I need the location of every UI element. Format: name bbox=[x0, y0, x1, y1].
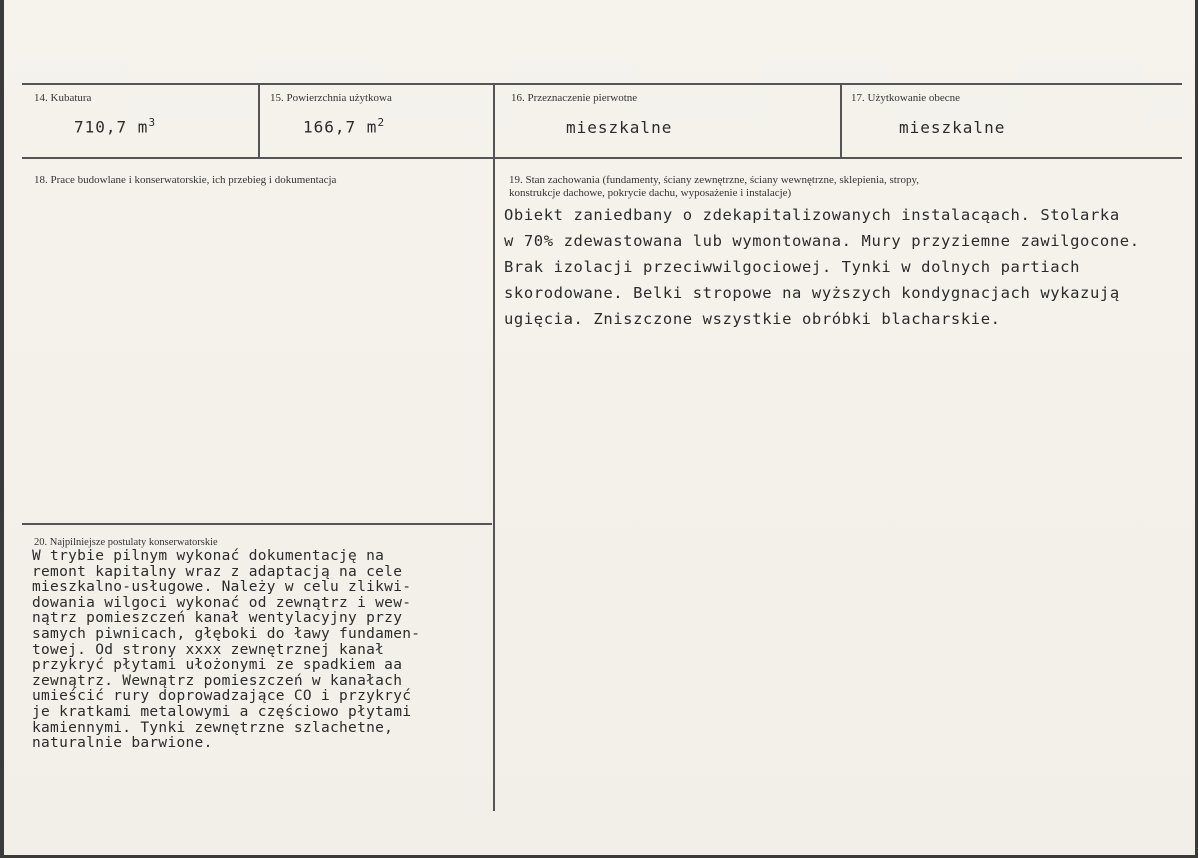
section20-line: samych piwnicach, głęboki do ławy fundamen- bbox=[32, 625, 421, 642]
kubatura-number: 710,7 m bbox=[74, 117, 149, 137]
field-powierzchnia-value bbox=[303, 116, 385, 136]
section18-label: 18. Prace budowlane i konserwatorskie, ich przebieg i dokumentacja bbox=[34, 174, 337, 186]
section20-line: kamiennymi. Tynki zewnętrzne szlachetne, bbox=[32, 719, 394, 736]
section19-line: w 70% zdewastowana lub wymontowana. Mury przyziemne zawilgocone. bbox=[504, 232, 1140, 250]
field-uzytkowanie-label: 17. Użytkowanie obecne bbox=[851, 92, 961, 104]
section20-text bbox=[32, 549, 420, 752]
section20-line: zewnątrz. Wewnątrz pomieszczeń w kanałach bbox=[32, 672, 403, 689]
section20-line: umieścić rury doprowadzające CO i przykryć bbox=[32, 688, 412, 705]
field-powierzchnia-label: 15. Powierzchnia użytkowa bbox=[270, 92, 392, 104]
field-przeznaczenie-value: mieszkalne bbox=[566, 118, 673, 137]
powierzchnia-exponent: 2 bbox=[377, 116, 386, 129]
section20-line: je kratkami metalowymi a częściowo płytami bbox=[32, 703, 412, 720]
section19-label-line1: 19. Stan zachowania (fundamenty, ściany zewnętrzne, ściany wewnętrzne, sklepienia, stropy, bbox=[509, 174, 920, 186]
top-rule bbox=[22, 83, 1182, 85]
section19-text bbox=[504, 202, 1140, 332]
section19-line: Brak izolacji przeciwwilgociowej. Tynki w dolnych partiach bbox=[504, 258, 1081, 276]
section19-line: skorodowane. Belki stropowe na wyższych kondygnacjach wykazują bbox=[504, 284, 1120, 302]
field-uzytkowanie-value: mieszkalne bbox=[899, 118, 1006, 137]
section20-line: mieszkalno-usługowe. Należy w celu zlikwi- bbox=[32, 579, 412, 596]
section20-line: dowania wilgoci wykonać od zewnątrz i wew- bbox=[32, 594, 412, 611]
field-kubatura-value bbox=[74, 116, 156, 136]
kubatura-exponent: 3 bbox=[148, 116, 157, 129]
section20-line: remont kapitalny wraz z adaptacją na cele bbox=[32, 563, 403, 580]
section20-line: towej. Od strony xxxx zewnętrznej kanał bbox=[32, 641, 385, 658]
section19-line: ugięcia. Zniszczone wszystkie obróbki blacharskie. bbox=[504, 310, 1001, 328]
section20-line: nątrz pomieszczeń kanał wentylacyjny przy bbox=[32, 610, 403, 627]
card-edge-left bbox=[0, 0, 4, 858]
powierzchnia-number: 166,7 m bbox=[303, 117, 378, 137]
divider-main bbox=[493, 83, 495, 811]
divider-14-15 bbox=[258, 83, 260, 158]
field-kubatura-label: 14. Kubatura bbox=[34, 92, 92, 104]
section20-line: W trybie pilnym wykonać dokumentację na bbox=[32, 548, 385, 564]
section20-top-rule bbox=[22, 523, 492, 525]
section20-line: przykryć płytami ułożonymi ze spadkiem aa bbox=[32, 657, 403, 674]
section19-label-line2: konstrukcje dachowe, pokrycie dachu, wyposażenie i instalacje) bbox=[509, 187, 792, 199]
field-przeznaczenie-label: 16. Przeznaczenie pierwotne bbox=[511, 92, 638, 104]
divider-16-17 bbox=[840, 83, 842, 158]
section20-label: 20. Najpilniejsze postulaty konserwatorskie bbox=[34, 537, 218, 548]
section20-line: naturalnie barwione. bbox=[32, 735, 213, 752]
row1-bottom-rule bbox=[22, 157, 1182, 159]
section19-line: Obiekt zaniedbany o zdekapitalizowanych instalacąach. Stolarka bbox=[504, 206, 1120, 224]
